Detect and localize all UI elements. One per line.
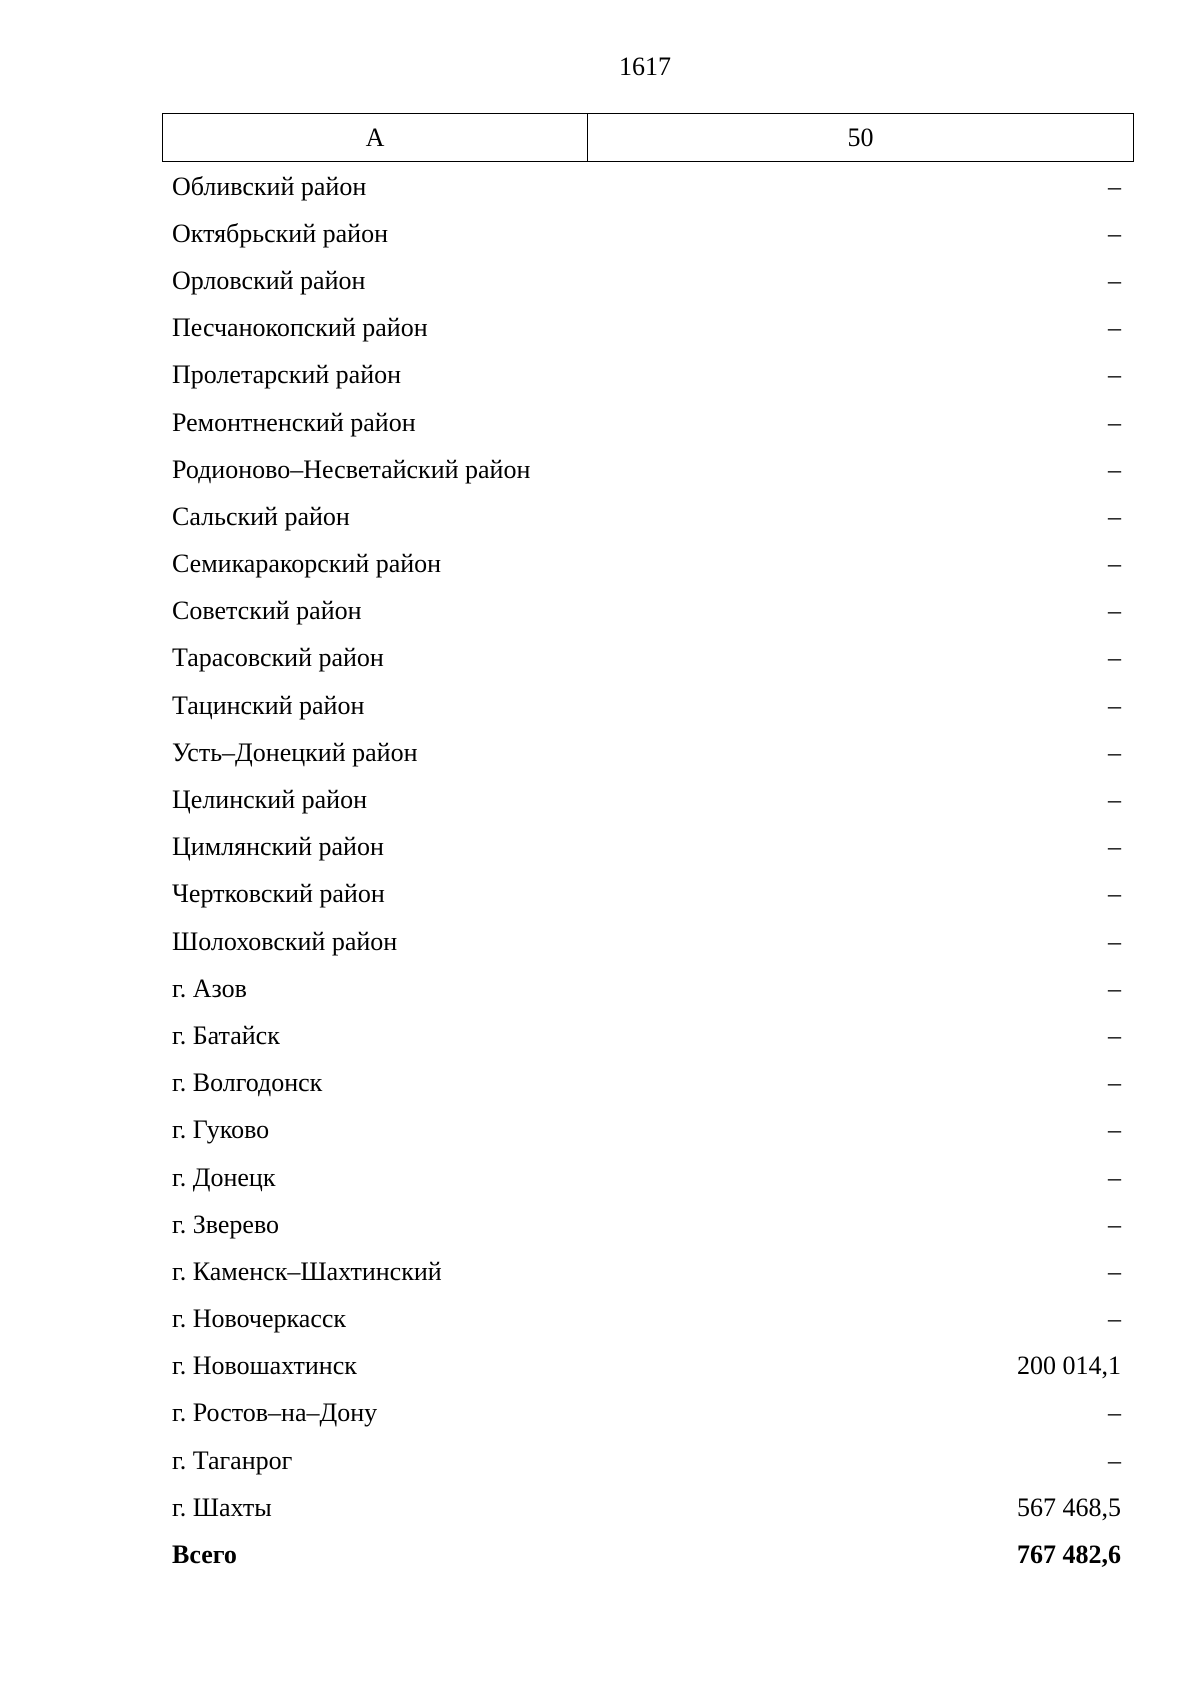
row-value: – [1108, 832, 1121, 862]
table-body [172, 163, 1121, 1579]
table-row [172, 776, 1121, 823]
table-row [172, 257, 1121, 304]
table-row [172, 1484, 1121, 1531]
table-row [172, 1390, 1121, 1437]
row-name: Цимлянский район [172, 832, 384, 862]
row-name: Сальский район [172, 501, 350, 531]
row-name: Орловский район [172, 265, 366, 295]
row-value: 200 014,1 [1017, 1351, 1121, 1381]
table-row [172, 541, 1121, 588]
page-number: 1617 [619, 52, 671, 81]
row-name: Песчанокопский район [172, 313, 428, 343]
row-name: Пролетарский район [172, 360, 402, 390]
row-value: – [1108, 596, 1121, 626]
row-name: Тацинский район [172, 690, 365, 720]
table-row [172, 210, 1121, 257]
total-row [172, 1531, 1121, 1578]
row-name: г. Азов [172, 973, 247, 1003]
row-name: Семикаракорский район [172, 549, 442, 579]
table-row [172, 446, 1121, 493]
row-name: Родионово–Несветайский район [172, 454, 531, 484]
row-name: г. Ростов–на–Дону [172, 1398, 378, 1428]
header-cell-50: 50 [847, 122, 874, 152]
table-row [172, 871, 1121, 918]
row-name: г. Гуково [172, 1115, 270, 1145]
row-name: Усть–Донецкий район [172, 737, 418, 767]
row-value: – [1108, 643, 1121, 673]
row-name: г. Новошахтинск [172, 1351, 357, 1381]
row-name: г. Новочеркасск [172, 1304, 347, 1334]
row-value: – [1108, 171, 1121, 201]
table-row [172, 399, 1121, 446]
table-row [172, 918, 1121, 965]
table-row [172, 729, 1121, 776]
row-value: – [1108, 1209, 1121, 1239]
table-row [172, 305, 1121, 352]
table-row [172, 682, 1121, 729]
row-name: г. Донецк [172, 1162, 276, 1192]
table-row [172, 965, 1121, 1012]
row-value: – [1108, 549, 1121, 579]
row-value: – [1108, 1020, 1121, 1050]
row-value: – [1108, 879, 1121, 909]
table-row [172, 1060, 1121, 1107]
row-value: – [1108, 973, 1121, 1003]
table-row [172, 1248, 1121, 1295]
row-value: – [1108, 1445, 1121, 1475]
total-value: 767 482,6 [1017, 1540, 1121, 1570]
row-name: г. Каменск–Шахтинский [172, 1256, 442, 1286]
row-value: – [1108, 218, 1121, 248]
table-row [172, 1343, 1121, 1390]
table-row [172, 824, 1121, 871]
table-row [172, 493, 1121, 540]
row-value: – [1108, 690, 1121, 720]
table-header [162, 113, 1134, 162]
row-value: – [1108, 360, 1121, 390]
table-row [172, 635, 1121, 682]
table-row [172, 1154, 1121, 1201]
table-row [172, 1437, 1121, 1484]
row-name: г. Батайск [172, 1020, 280, 1050]
row-value: – [1108, 265, 1121, 295]
total-label: Всего [172, 1540, 237, 1570]
row-value: – [1108, 1304, 1121, 1334]
row-value: – [1108, 454, 1121, 484]
table-row [172, 163, 1121, 210]
row-value: – [1108, 1068, 1121, 1098]
row-value: – [1108, 1398, 1121, 1428]
row-value: 567 468,5 [1017, 1492, 1121, 1522]
row-name: Обливский район [172, 171, 367, 201]
row-value: – [1108, 737, 1121, 767]
row-name: Целинский район [172, 785, 367, 815]
table-row [172, 1012, 1121, 1059]
row-value: – [1108, 1115, 1121, 1145]
row-name: Октябрьский район [172, 218, 388, 248]
row-name: Тарасовский район [172, 643, 384, 673]
table-row [172, 588, 1121, 635]
table-row [172, 1201, 1121, 1248]
row-name: г. Зверево [172, 1209, 280, 1239]
row-value: – [1108, 1162, 1121, 1192]
row-value: – [1108, 501, 1121, 531]
row-name: г. Шахты [172, 1492, 272, 1522]
row-name: Чертковский район [172, 879, 385, 909]
table-row [172, 352, 1121, 399]
row-name: Ремонтненский район [172, 407, 416, 437]
header-cell-a: А [163, 114, 588, 161]
row-value: – [1108, 926, 1121, 956]
row-name: г. Таганрог [172, 1445, 293, 1475]
table-row [172, 1107, 1121, 1154]
row-name: Советский район [172, 596, 362, 626]
row-value: – [1108, 785, 1121, 815]
row-value: – [1108, 313, 1121, 343]
row-value: – [1108, 1256, 1121, 1286]
table-row [172, 1296, 1121, 1343]
row-value: – [1108, 407, 1121, 437]
row-name: г. Волгодонск [172, 1068, 323, 1098]
row-name: Шолоховский район [172, 926, 398, 956]
